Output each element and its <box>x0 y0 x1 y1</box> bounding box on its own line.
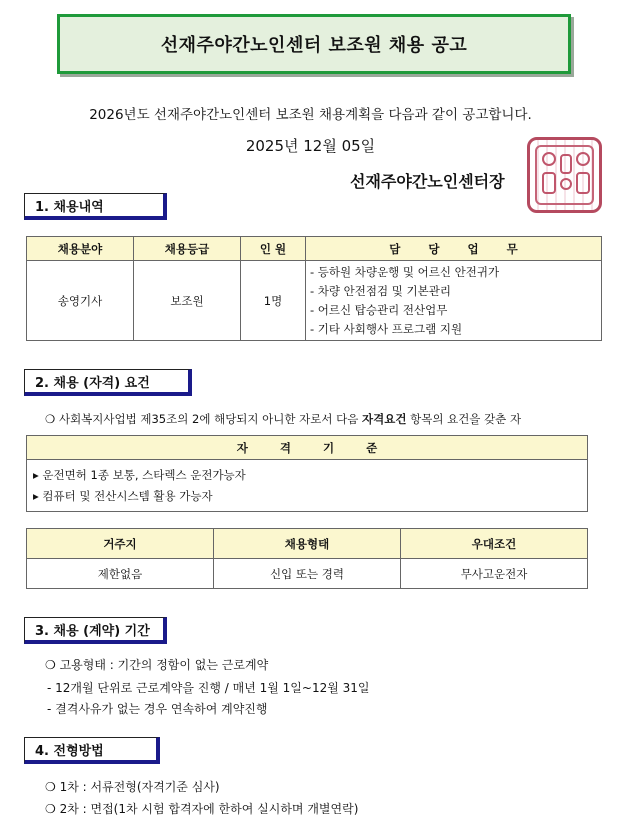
qual-header: 자 격 기 준 <box>27 436 588 460</box>
duty-line: - 차량 안전점검 및 기본관리 <box>310 283 451 298</box>
section-heading-recruitment: 1. 채용내역 <box>24 193 167 220</box>
header-preference: 우대조건 <box>401 529 588 559</box>
header-employment-type: 채용형태 <box>214 529 401 559</box>
contract-sub-2: - 결격사유가 없는 경우 연속하여 계약진행 <box>47 702 268 716</box>
cell-duties <box>306 261 602 341</box>
notice-title: 선재주야간노인센터 보조원 채용 공고 <box>57 14 571 74</box>
qual-intro-prefix: ❍ 사회복지사업법 제35조의 2에 해당되지 아니한 자로서 다음 <box>45 412 363 426</box>
header-duties: 담 당 업 무 <box>306 237 602 261</box>
section-heading-selection: 4. 전형방법 <box>24 737 160 764</box>
recruitment-table <box>26 236 602 341</box>
organization-name: 선재주야간노인센터장 <box>350 172 505 191</box>
qual-intro-bold: 자격요건 <box>362 412 407 426</box>
header-residence: 거주지 <box>27 529 214 559</box>
cell-grade: 보조원 <box>134 261 241 341</box>
header-grade: 채용등급 <box>134 237 241 261</box>
qualification-intro <box>45 411 521 427</box>
cell-preference: 무사고운전자 <box>401 559 588 589</box>
selection-step-1: ❍ 1차 : 서류전형(자격기준 심사) <box>45 780 220 794</box>
header-count: 인 원 <box>241 237 306 261</box>
qual-intro-suffix: 항목의 요건을 갖춘 자 <box>406 412 522 426</box>
contract-sub-1: - 12개월 단위로 근로계약을 진행 / 매년 1월 1일~12월 31일 <box>47 681 370 695</box>
section-heading-contract: 3. 채용 (계약) 기간 <box>24 617 167 644</box>
selection-step-2: ❍ 2차 : 면접(1차 시험 합격자에 한하여 실시하며 개별연락) <box>45 802 359 816</box>
header-field: 채용분야 <box>27 237 134 261</box>
section-heading-qualifications: 2. 채용 (자격) 요건 <box>24 369 192 396</box>
conditions-table <box>26 528 588 589</box>
qual-items <box>27 460 588 512</box>
qualification-table <box>26 435 588 512</box>
intro-text: 2026년도 선재주야간노인센터 보조원 채용계획을 다음과 같이 공고합니다. <box>89 107 532 123</box>
duty-line: - 기타 사회행사 프로그램 지원 <box>310 321 463 336</box>
cell-field: 송영기사 <box>27 261 134 341</box>
cell-employment-type: 신입 또는 경력 <box>214 559 401 589</box>
qual-item: ▸ 운전면허 1종 보통, 스타렉스 운전가능자 <box>33 467 246 482</box>
duty-line: - 등하원 차량운행 및 어르신 안전귀가 <box>310 264 500 279</box>
cell-count: 1명 <box>241 261 306 341</box>
contract-main: ❍ 고용형태 : 기간의 정함이 없는 근로계약 <box>45 658 269 672</box>
cell-residence: 제한없음 <box>27 559 214 589</box>
qual-item: ▸ 컴퓨터 및 전산시스템 활용 가능자 <box>33 488 213 503</box>
duty-line: - 어르신 탑승관리 전산업무 <box>310 302 448 317</box>
official-seal-stamp <box>527 137 602 213</box>
notice-date: 2025년 12월 05일 <box>245 137 376 155</box>
